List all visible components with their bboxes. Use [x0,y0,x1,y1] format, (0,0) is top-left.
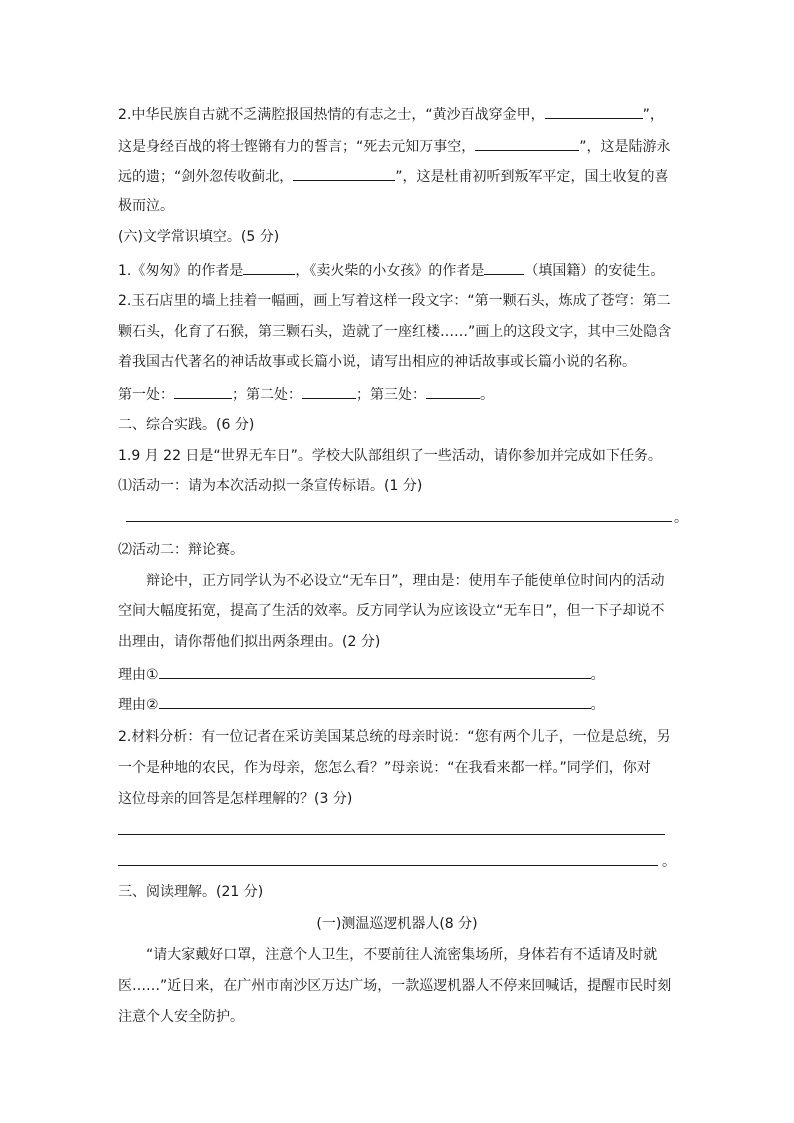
lit-q2-answers [118,384,494,405]
text: 第一处： [118,387,174,403]
debate-para-3: 出理由，请你帮他们拟出两条理由。(2 分) [118,634,381,650]
debate-para-1: 辩论中，正方同学认为不必设立“无车日”，理由是：使用车子能使单位时间内的活动 [146,573,665,589]
text: 1.《匆匆》的作者是 [118,263,244,279]
answer-line[interactable] [118,865,658,866]
text: 理由① [118,667,159,683]
text: ”， [642,107,664,123]
reading-para-2: 医……”近日来，在广州市南沙区万达广场，一款巡逻机器人不停来回喊话，提醒市民时刻 [118,978,672,994]
reading-title: (一)测温巡逻机器人(8 分) [316,916,478,932]
text: ”，这是陆游永 [579,139,671,155]
lit-q2-line-3: 着我国古代著名的神话故事或长篇小说，请写出相应的神话故事或长篇小说的名称。 [118,354,636,370]
poetry-line-1 [118,104,664,125]
text: ；第三处： [356,387,426,403]
reason-2 [118,694,605,715]
text: 这是身经百战的将士铿锵有力的誓言；“死去元知万事空， [118,139,476,155]
lit-q2-line-1: 2.玉石店里的墙上挂着一幅画，画上写着这样一段文字：“第一颗石头，炼成了苍穹：第二 [118,293,671,309]
text: 。 [590,667,605,683]
section-2-title: 二、综合实践。(6 分) [118,417,255,433]
answer-blank[interactable] [293,166,395,181]
answer-blank[interactable] [174,384,232,399]
text: ，《卖火柴的小女孩》的作者是 [295,263,485,279]
answer-blank[interactable] [545,104,643,119]
text: 2.中华民族自古就不乏满腔报国热情的有志之士，“黄沙百战穿金甲， [118,107,545,123]
analysis-line-1: 2.材料分析：有一位记者在采访美国某总统的母亲时说：“您有两个儿子，一位是总统，另 [118,729,671,745]
reading-para-3: 注意个人安全防护。 [118,1009,244,1025]
answer-blank[interactable] [475,136,579,151]
answer-blank[interactable] [302,384,356,399]
answer-blank[interactable] [426,384,480,399]
practice-q1: 1.9 月 22 日是“世界无车日”。学校大队部组织了一些活动，请你参加并完成如下任务。 [118,448,662,464]
answer-blank[interactable] [159,694,591,709]
poetry-line-4: 极而泣。 [118,198,174,214]
answer-line[interactable] [126,521,672,522]
analysis-line-2: 一个是种地的农民，作为母亲，您怎么看？”母亲说：“在我看来都一样。”同学们，你对 [118,760,651,776]
analysis-line-3: 这位母亲的回答是怎样理解的？(3 分) [118,791,353,807]
poetry-line-3 [118,166,669,187]
period: 。 [674,510,688,526]
text: ；第二处： [232,387,302,403]
activity-2: ⑵活动二：辩论赛。 [118,542,244,558]
text: ”，这是杜甫初听到叛军平定，国土收复的喜 [395,169,669,185]
period: 。 [662,854,676,870]
reading-para-1: “请大家戴好口罩，注意个人卫生，不要前往人流密集场所，身体若有不适请及时就 [146,947,658,963]
lit-q1 [118,260,664,281]
answer-blank[interactable] [484,260,524,275]
text: 理由② [118,697,159,713]
activity-1: ⑴活动一：请为本次活动拟一条宣传标语。(1 分) [118,478,423,494]
debate-para-2: 空间大幅度拓宽，提高了生活的效率。反方同学认为应该设立“无车日”，但一下子却说不 [118,603,665,619]
poetry-line-2 [118,136,671,157]
text: 。 [480,387,494,403]
reason-1 [118,664,605,685]
text: （填国籍）的安徒生。 [524,263,665,279]
lit-q2-line-2: 颗石头，化育了石猴，第三颗石头，造就了一座红楼……”画上的这段文字，其中三处隐含 [118,324,672,340]
answer-blank[interactable] [159,664,591,679]
section-3-title: 三、阅读理解。(21 分) [118,884,264,900]
text: 远的遗；“剑外忽传收蓟北， [118,169,294,185]
text: 。 [590,697,605,713]
section-6-title: (六)文学常识填空。(5 分) [118,229,280,245]
answer-line[interactable] [118,834,665,835]
answer-blank[interactable] [243,260,295,275]
